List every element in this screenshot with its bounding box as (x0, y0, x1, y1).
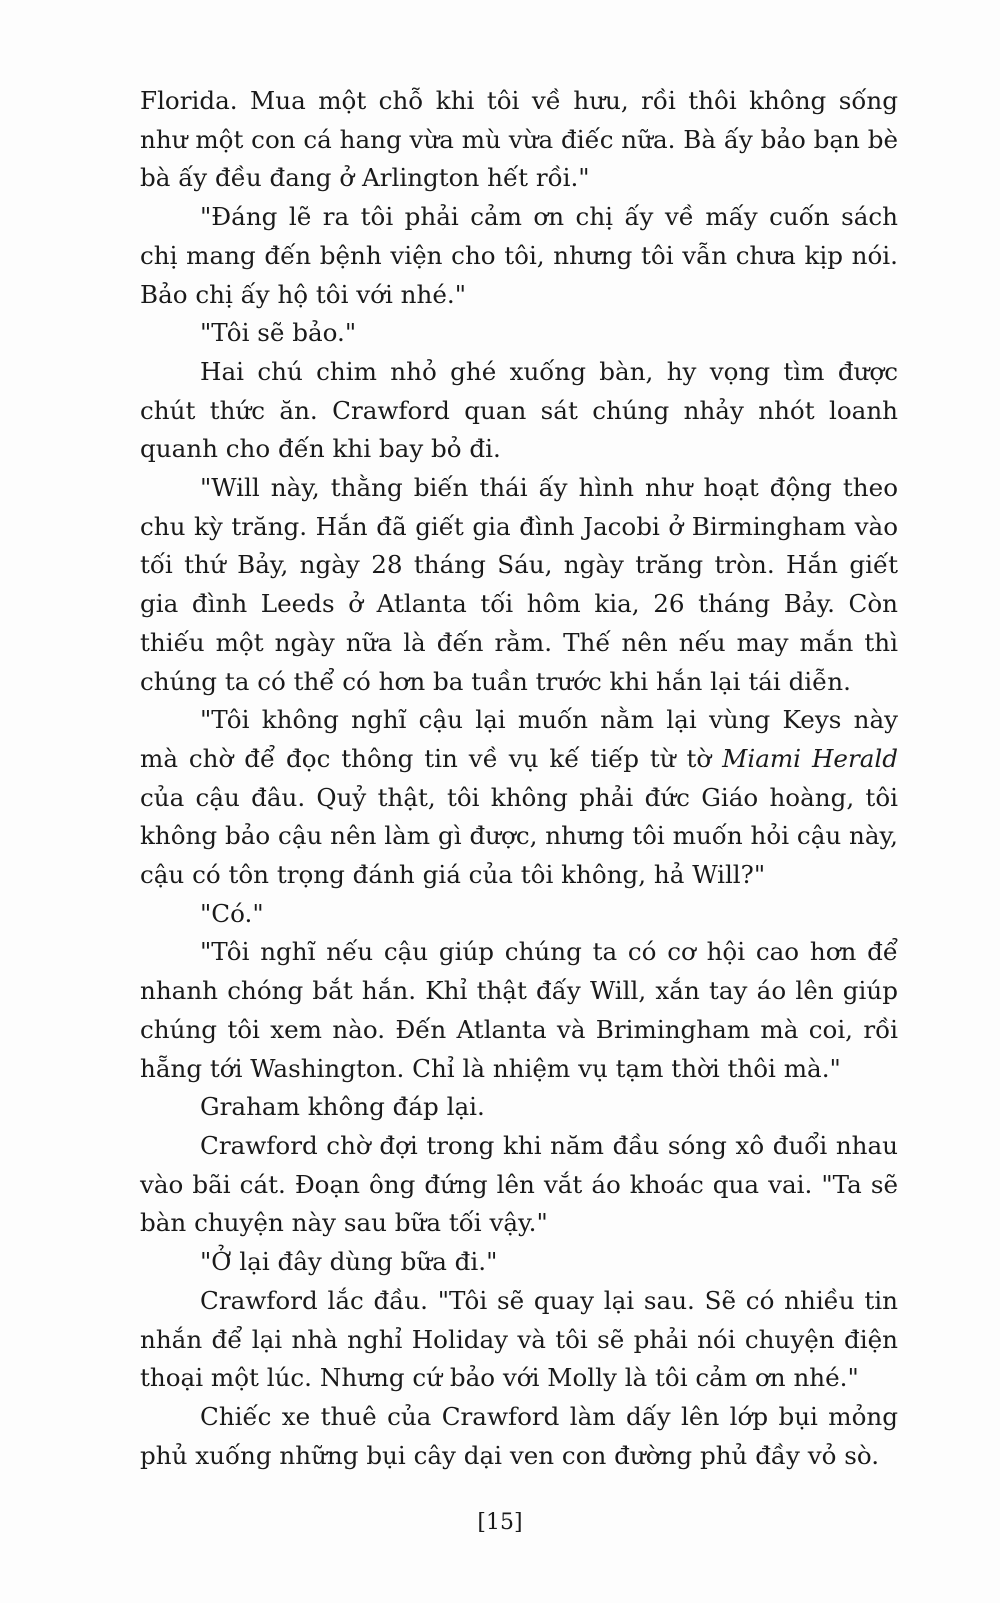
paragraph: "Will này, thằng biến thái ấy hình như hoạt động theo chu kỳ trăng. Hắn đã giết gia đình Jacobi ở Birmingham vào tối thứ Bảy, ngày 28 tháng Sáu, ngày trăng tròn. Hắn giết gia đình Leeds ở Atlanta tối hôm kia, 26 tháng Bảy. Còn thiếu một ngày nữa là đến rằm. Thế nên nếu may mắn thì chúng ta có thể có hơn ba tuần trước khi hắn lại tái diễn. (140, 473, 898, 696)
paragraph: "Đáng lẽ ra tôi phải cảm ơn chị ấy về mấy cuốn sách chị mang đến bệnh viện cho tôi, nhưng tôi vẫn chưa kịp nói. Bảo chị ấy hộ tôi với nhé." (140, 202, 898, 309)
paragraph: "Có." (200, 898, 264, 928)
paragraph: Crawford lắc đầu. "Tôi sẽ quay lại sau. Sẽ có nhiều tin nhắn để lại nhà nghỉ Holiday và tôi sẽ phải nói chuyện điện thoại một lúc. Nhưng cứ bảo với Molly là tôi cảm ơn nhé." (140, 1285, 898, 1393)
page-number: [15] (477, 1510, 523, 1535)
paragraph: "Tôi sẽ bảo." (200, 318, 357, 348)
body-text (140, 82, 898, 1475)
paragraph: "Ở lại đây dùng bữa đi." (200, 1247, 498, 1277)
paragraph: Florida. Mua một chỗ khi tôi về hưu, rồi thôi không sống như một con cá hang vừa mù vừa điếc nữa. Bà ấy bảo bạn bè bà ấy đều đang ở Arlington hết rồi." (140, 86, 898, 193)
paragraph: Chiếc xe thuê của Crawford làm dấy lên lớp bụi mỏng phủ xuống những bụi cây dại ven con đường phủ đầy vỏ sò. (140, 1401, 898, 1470)
paragraph (140, 701, 898, 895)
paragraph: Hai chú chim nhỏ ghé xuống bàn, hy vọng tìm được chút thức ăn. Crawford quan sát chúng nhảy nhót loanh quanh cho đến khi bay bỏ đi. (140, 356, 898, 464)
paragraph: Graham không đáp lại. (200, 1092, 485, 1122)
paragraph-text: "Tôi không nghĩ cậu lại muốn nằm lại vùng Keys này mà chờ để đọc thông tin về vụ kế tiếp từ tờ (140, 705, 898, 773)
paragraph: "Tôi nghĩ nếu cậu giúp chúng ta có cơ hội cao hơn để nhanh chóng bắt hắn. Khỉ thật đấy Will, xắn tay áo lên giúp chúng tôi xem nào. Đến Atlanta và Brimingham mà coi, rồi hẵng tới Washington. Chỉ là nhiệm vụ tạm thời thôi mà." (140, 937, 898, 1083)
paragraph: Crawford chờ đợi trong khi năm đầu sóng xô đuổi nhau vào bãi cát. Đoạn ông đứng lên vắt áo khoác qua vai. "Ta sẽ bàn chuyện này sau bữa tối vậy." (140, 1130, 898, 1238)
newspaper-title: Miami Herald (722, 743, 898, 773)
paragraph-text: của cậu đâu. Quỷ thật, tôi không phải đức Giáo hoàng, tôi không bảo cậu nên làm gì được, nhưng tôi muốn hỏi cậu này, cậu có tôn trọng đánh giá của tôi không, hả Will?" (140, 782, 898, 890)
